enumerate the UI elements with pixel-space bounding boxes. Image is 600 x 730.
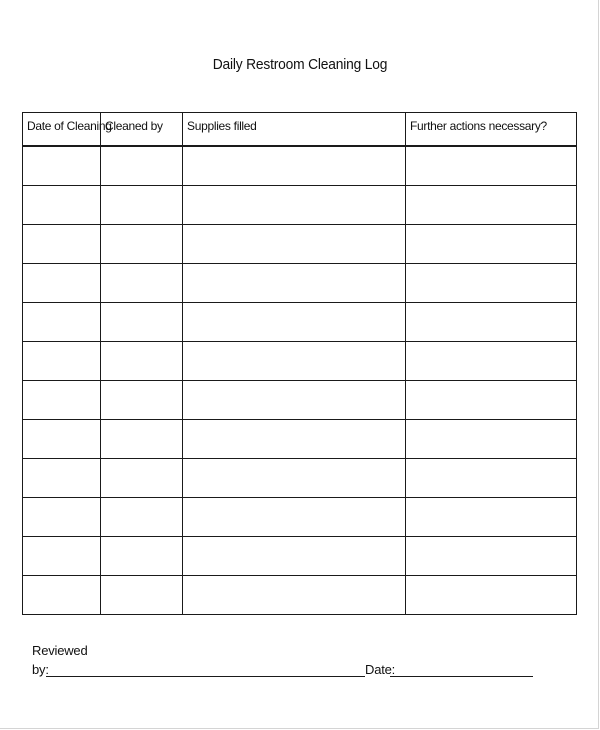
table-row bbox=[23, 380, 577, 419]
date-cell[interactable] bbox=[23, 575, 101, 614]
supplies-cell[interactable] bbox=[183, 263, 406, 302]
cleaned-by-cell[interactable] bbox=[101, 146, 183, 186]
actions-cell[interactable] bbox=[406, 263, 577, 302]
actions-cell[interactable] bbox=[406, 575, 577, 614]
signature-row bbox=[32, 660, 552, 682]
cleaned-by-cell[interactable] bbox=[101, 497, 183, 536]
date-label: Date: bbox=[365, 662, 396, 677]
actions-cell[interactable] bbox=[406, 536, 577, 575]
cleaned-by-cell[interactable] bbox=[101, 380, 183, 419]
table-row bbox=[23, 146, 577, 186]
actions-cell[interactable] bbox=[406, 497, 577, 536]
header-further-actions: Further actions necessary? bbox=[406, 113, 577, 146]
table-row bbox=[23, 185, 577, 224]
supplies-cell[interactable] bbox=[183, 497, 406, 536]
date-cell[interactable] bbox=[23, 419, 101, 458]
date-cell[interactable] bbox=[23, 185, 101, 224]
supplies-cell[interactable] bbox=[183, 185, 406, 224]
reviewed-by-line[interactable] bbox=[46, 676, 365, 677]
supplies-cell[interactable] bbox=[183, 302, 406, 341]
supplies-cell[interactable] bbox=[183, 380, 406, 419]
actions-cell[interactable] bbox=[406, 224, 577, 263]
table-row bbox=[23, 458, 577, 497]
table-row bbox=[23, 302, 577, 341]
table-row bbox=[23, 497, 577, 536]
date-cell[interactable] bbox=[23, 224, 101, 263]
date-cell[interactable] bbox=[23, 146, 101, 186]
cleaning-log-table bbox=[22, 112, 577, 615]
cleaned-by-cell[interactable] bbox=[101, 458, 183, 497]
cleaned-by-cell[interactable] bbox=[101, 536, 183, 575]
actions-cell[interactable] bbox=[406, 380, 577, 419]
date-cell[interactable] bbox=[23, 380, 101, 419]
header-date-of-cleaning: Date of Cleaning bbox=[23, 113, 101, 146]
date-cell[interactable] bbox=[23, 497, 101, 536]
supplies-cell[interactable] bbox=[183, 536, 406, 575]
cleaned-by-cell[interactable] bbox=[101, 341, 183, 380]
reviewed-by-label: by: bbox=[32, 662, 49, 677]
cleaned-by-cell[interactable] bbox=[101, 575, 183, 614]
reviewed-label: Reviewed bbox=[32, 643, 88, 658]
header-cleaned-by: Cleaned by bbox=[101, 113, 183, 146]
actions-cell[interactable] bbox=[406, 302, 577, 341]
table-row bbox=[23, 419, 577, 458]
supplies-cell[interactable] bbox=[183, 458, 406, 497]
review-footer bbox=[32, 642, 552, 682]
date-line[interactable] bbox=[390, 676, 533, 677]
supplies-cell[interactable] bbox=[183, 224, 406, 263]
cleaned-by-cell[interactable] bbox=[101, 263, 183, 302]
table-row bbox=[23, 263, 577, 302]
cleaned-by-cell[interactable] bbox=[101, 224, 183, 263]
cleaned-by-cell[interactable] bbox=[101, 419, 183, 458]
supplies-cell[interactable] bbox=[183, 341, 406, 380]
table-row bbox=[23, 536, 577, 575]
supplies-cell[interactable] bbox=[183, 419, 406, 458]
actions-cell[interactable] bbox=[406, 341, 577, 380]
table-header-row bbox=[23, 113, 577, 146]
table-row bbox=[23, 341, 577, 380]
table-row bbox=[23, 575, 577, 614]
table-body bbox=[23, 146, 577, 615]
table-row bbox=[23, 224, 577, 263]
actions-cell[interactable] bbox=[406, 146, 577, 186]
actions-cell[interactable] bbox=[406, 185, 577, 224]
actions-cell[interactable] bbox=[406, 458, 577, 497]
supplies-cell[interactable] bbox=[183, 575, 406, 614]
cleaned-by-cell[interactable] bbox=[101, 302, 183, 341]
date-cell[interactable] bbox=[23, 302, 101, 341]
date-cell[interactable] bbox=[23, 341, 101, 380]
supplies-cell[interactable] bbox=[183, 146, 406, 186]
date-cell[interactable] bbox=[23, 263, 101, 302]
document-title: Daily Restroom Cleaning Log bbox=[212, 56, 388, 73]
cleaned-by-cell[interactable] bbox=[101, 185, 183, 224]
header-supplies-filled: Supplies filled bbox=[183, 113, 406, 146]
date-cell[interactable] bbox=[23, 458, 101, 497]
actions-cell[interactable] bbox=[406, 419, 577, 458]
date-cell[interactable] bbox=[23, 536, 101, 575]
